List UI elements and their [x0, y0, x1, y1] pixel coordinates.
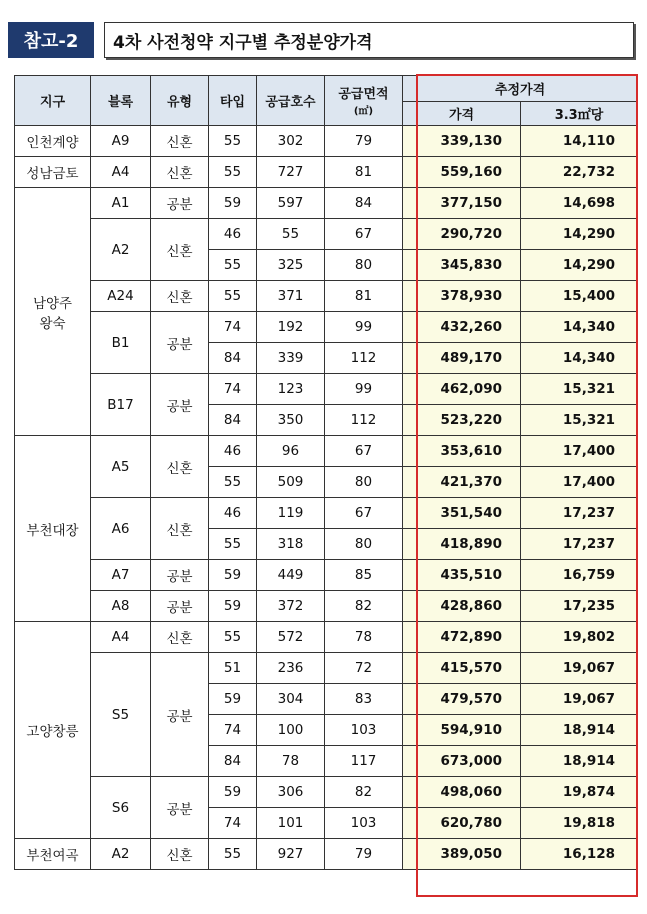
- cell-unit-type: 51: [209, 653, 257, 684]
- cell-per: 19,067: [521, 653, 638, 684]
- cell-unit-type: 55: [209, 467, 257, 498]
- cell-units: 350: [257, 405, 325, 436]
- cell-per: 18,914: [521, 715, 638, 746]
- cell-per: 15,400: [521, 281, 638, 312]
- cell-type: 신혼: [151, 436, 209, 498]
- cell-type: 공분: [151, 653, 209, 777]
- table-row: [15, 498, 638, 529]
- cell-price: 421,370: [403, 467, 521, 498]
- cell-area: 117: [325, 746, 403, 777]
- district-wangsuk: 왕숙: [39, 315, 66, 332]
- cell-type: 신혼: [151, 498, 209, 560]
- cell-area: 85: [325, 560, 403, 591]
- table-row: [15, 374, 638, 405]
- cell-price: 418,890: [403, 529, 521, 560]
- cell-area: 82: [325, 591, 403, 622]
- header-supply-area: [325, 76, 403, 126]
- cell-per: 19,818: [521, 808, 638, 839]
- cell-per: 17,400: [521, 467, 638, 498]
- cell-area: 81: [325, 281, 403, 312]
- cell-units: 119: [257, 498, 325, 529]
- cell-unit-type: 46: [209, 498, 257, 529]
- price-table: [14, 75, 638, 870]
- cell-area: 81: [325, 157, 403, 188]
- table-row: [15, 591, 638, 622]
- cell-price: 290,720: [403, 219, 521, 250]
- cell-price: 415,570: [403, 653, 521, 684]
- cell-area: 83: [325, 684, 403, 715]
- cell-price: 489,170: [403, 343, 521, 374]
- cell-per: 18,914: [521, 746, 638, 777]
- cell-block: A4: [91, 622, 151, 653]
- header-per-33: 3.3㎡당: [521, 102, 638, 126]
- cell-per: 22,732: [521, 157, 638, 188]
- cell-units: 96: [257, 436, 325, 467]
- cell-type: 신혼: [151, 126, 209, 157]
- cell-units: 55: [257, 219, 325, 250]
- cell-units: 371: [257, 281, 325, 312]
- cell-unit-type: 59: [209, 591, 257, 622]
- cell-price: 389,050: [403, 839, 521, 870]
- cell-area: 67: [325, 219, 403, 250]
- table-row: [15, 157, 638, 188]
- cell-unit-type: 59: [209, 188, 257, 219]
- cell-price: 432,260: [403, 312, 521, 343]
- cell-unit-type: 46: [209, 436, 257, 467]
- cell-area: 67: [325, 436, 403, 467]
- cell-block: A5: [91, 436, 151, 498]
- cell-unit-type: 55: [209, 622, 257, 653]
- table-row: [15, 436, 638, 467]
- cell-price: 498,060: [403, 777, 521, 808]
- header-supply-area-label: 공급면적: [338, 87, 389, 102]
- cell-area: 82: [325, 777, 403, 808]
- cell-type: 공분: [151, 591, 209, 622]
- cell-area: 99: [325, 312, 403, 343]
- cell-unit-type: 55: [209, 529, 257, 560]
- cell-area: 78: [325, 622, 403, 653]
- table-row: [15, 560, 638, 591]
- cell-area: 80: [325, 250, 403, 281]
- cell-price: 377,150: [403, 188, 521, 219]
- cell-price: 472,890: [403, 622, 521, 653]
- cell-per: 14,290: [521, 250, 638, 281]
- cell-type: 신혼: [151, 281, 209, 312]
- cell-price: 462,090: [403, 374, 521, 405]
- cell-units: 100: [257, 715, 325, 746]
- cell-block: B1: [91, 312, 151, 374]
- cell-price: 523,220: [403, 405, 521, 436]
- cell-per: 19,874: [521, 777, 638, 808]
- cell-per: 19,802: [521, 622, 638, 653]
- cell-units: 727: [257, 157, 325, 188]
- cell-area: 112: [325, 405, 403, 436]
- cell-district: [15, 188, 91, 436]
- cell-type: 공분: [151, 560, 209, 591]
- cell-price: 435,510: [403, 560, 521, 591]
- cell-area: 103: [325, 808, 403, 839]
- cell-units: 101: [257, 808, 325, 839]
- cell-area: 79: [325, 126, 403, 157]
- cell-per: 14,340: [521, 343, 638, 374]
- header-block: 블록: [91, 76, 151, 126]
- cell-area: 79: [325, 839, 403, 870]
- cell-per: 14,290: [521, 219, 638, 250]
- cell-block: A24: [91, 281, 151, 312]
- cell-district: 부천여곡: [15, 839, 91, 870]
- reference-badge: 참고-2: [8, 22, 94, 58]
- cell-area: 112: [325, 343, 403, 374]
- cell-block: B17: [91, 374, 151, 436]
- cell-area: 84: [325, 188, 403, 219]
- cell-units: 572: [257, 622, 325, 653]
- cell-price: 559,160: [403, 157, 521, 188]
- cell-units: 78: [257, 746, 325, 777]
- cell-price: 594,910: [403, 715, 521, 746]
- cell-block: A2: [91, 839, 151, 870]
- cell-units: 509: [257, 467, 325, 498]
- cell-units: 339: [257, 343, 325, 374]
- cell-unit-type: 59: [209, 777, 257, 808]
- table-row: [15, 622, 638, 653]
- table-row: [15, 188, 638, 219]
- cell-unit-type: 84: [209, 343, 257, 374]
- cell-type: 공분: [151, 188, 209, 219]
- cell-per: 17,237: [521, 498, 638, 529]
- cell-units: 449: [257, 560, 325, 591]
- header-type: 유형: [151, 76, 209, 126]
- cell-area: 72: [325, 653, 403, 684]
- cell-area: 67: [325, 498, 403, 529]
- cell-district: 인천계양: [15, 126, 91, 157]
- cell-unit-type: 59: [209, 560, 257, 591]
- cell-per: 17,237: [521, 529, 638, 560]
- cell-unit-type: 59: [209, 684, 257, 715]
- cell-type: 신혼: [151, 157, 209, 188]
- cell-type: 신혼: [151, 839, 209, 870]
- cell-area: 99: [325, 374, 403, 405]
- header-unit-type: 타입: [209, 76, 257, 126]
- cell-block: A8: [91, 591, 151, 622]
- cell-unit-type: 55: [209, 157, 257, 188]
- cell-block: A9: [91, 126, 151, 157]
- cell-block: A6: [91, 498, 151, 560]
- header-price: 가격: [403, 102, 521, 126]
- district-namyangju: 남양주: [32, 295, 73, 312]
- cell-per: 15,321: [521, 374, 638, 405]
- cell-district: 고양창릉: [15, 622, 91, 839]
- cell-unit-type: 74: [209, 312, 257, 343]
- cell-unit-type: 55: [209, 281, 257, 312]
- header-supply-area-unit: (㎡): [353, 106, 374, 117]
- cell-area: 80: [325, 467, 403, 498]
- cell-unit-type: 55: [209, 839, 257, 870]
- cell-block: A2: [91, 219, 151, 281]
- cell-units: 302: [257, 126, 325, 157]
- cell-price: 353,610: [403, 436, 521, 467]
- cell-price: 351,540: [403, 498, 521, 529]
- cell-district: 부천대장: [15, 436, 91, 622]
- cell-block: S5: [91, 653, 151, 777]
- cell-units: 123: [257, 374, 325, 405]
- header-supply-units: 공급호수: [257, 76, 325, 126]
- cell-price: 378,930: [403, 281, 521, 312]
- cell-units: 318: [257, 529, 325, 560]
- cell-price: 345,830: [403, 250, 521, 281]
- cell-area: 103: [325, 715, 403, 746]
- cell-unit-type: 84: [209, 405, 257, 436]
- cell-per: 15,321: [521, 405, 638, 436]
- cell-type: 신혼: [151, 622, 209, 653]
- cell-per: 19,067: [521, 684, 638, 715]
- cell-units: 306: [257, 777, 325, 808]
- header-district: 지구: [15, 76, 91, 126]
- cell-block: A7: [91, 560, 151, 591]
- cell-unit-type: 84: [209, 746, 257, 777]
- header-est-price: 추정가격: [403, 76, 638, 102]
- cell-units: 372: [257, 591, 325, 622]
- cell-type: 신혼: [151, 219, 209, 281]
- title-bar: [8, 22, 634, 60]
- cell-units: 236: [257, 653, 325, 684]
- cell-per: 14,340: [521, 312, 638, 343]
- cell-type: 공분: [151, 777, 209, 839]
- cell-per: 17,400: [521, 436, 638, 467]
- cell-units: 597: [257, 188, 325, 219]
- cell-price: 620,780: [403, 808, 521, 839]
- cell-type: 공분: [151, 374, 209, 436]
- cell-district: 성남금토: [15, 157, 91, 188]
- table-row: [15, 281, 638, 312]
- cell-unit-type: 74: [209, 808, 257, 839]
- cell-units: 325: [257, 250, 325, 281]
- cell-per: 17,235: [521, 591, 638, 622]
- table-row: [15, 839, 638, 870]
- cell-unit-type: 55: [209, 250, 257, 281]
- cell-price: 339,130: [403, 126, 521, 157]
- table-row: [15, 653, 638, 684]
- cell-block: S6: [91, 777, 151, 839]
- cell-per: 16,759: [521, 560, 638, 591]
- cell-price: 428,860: [403, 591, 521, 622]
- cell-area: 80: [325, 529, 403, 560]
- table-row: [15, 219, 638, 250]
- table-row: [15, 777, 638, 808]
- table-row: [15, 312, 638, 343]
- cell-price: 479,570: [403, 684, 521, 715]
- page-title: 4차 사전청약 지구별 추정분양가격: [104, 22, 634, 58]
- cell-price: 673,000: [403, 746, 521, 777]
- cell-type: 공분: [151, 312, 209, 374]
- cell-per: 16,128: [521, 839, 638, 870]
- cell-units: 927: [257, 839, 325, 870]
- cell-unit-type: 46: [209, 219, 257, 250]
- cell-block: A1: [91, 188, 151, 219]
- cell-unit-type: 55: [209, 126, 257, 157]
- cell-unit-type: 74: [209, 715, 257, 746]
- cell-unit-type: 74: [209, 374, 257, 405]
- cell-block: A4: [91, 157, 151, 188]
- cell-per: 14,698: [521, 188, 638, 219]
- cell-per: 14,110: [521, 126, 638, 157]
- cell-units: 192: [257, 312, 325, 343]
- table-row: [15, 126, 638, 157]
- cell-units: 304: [257, 684, 325, 715]
